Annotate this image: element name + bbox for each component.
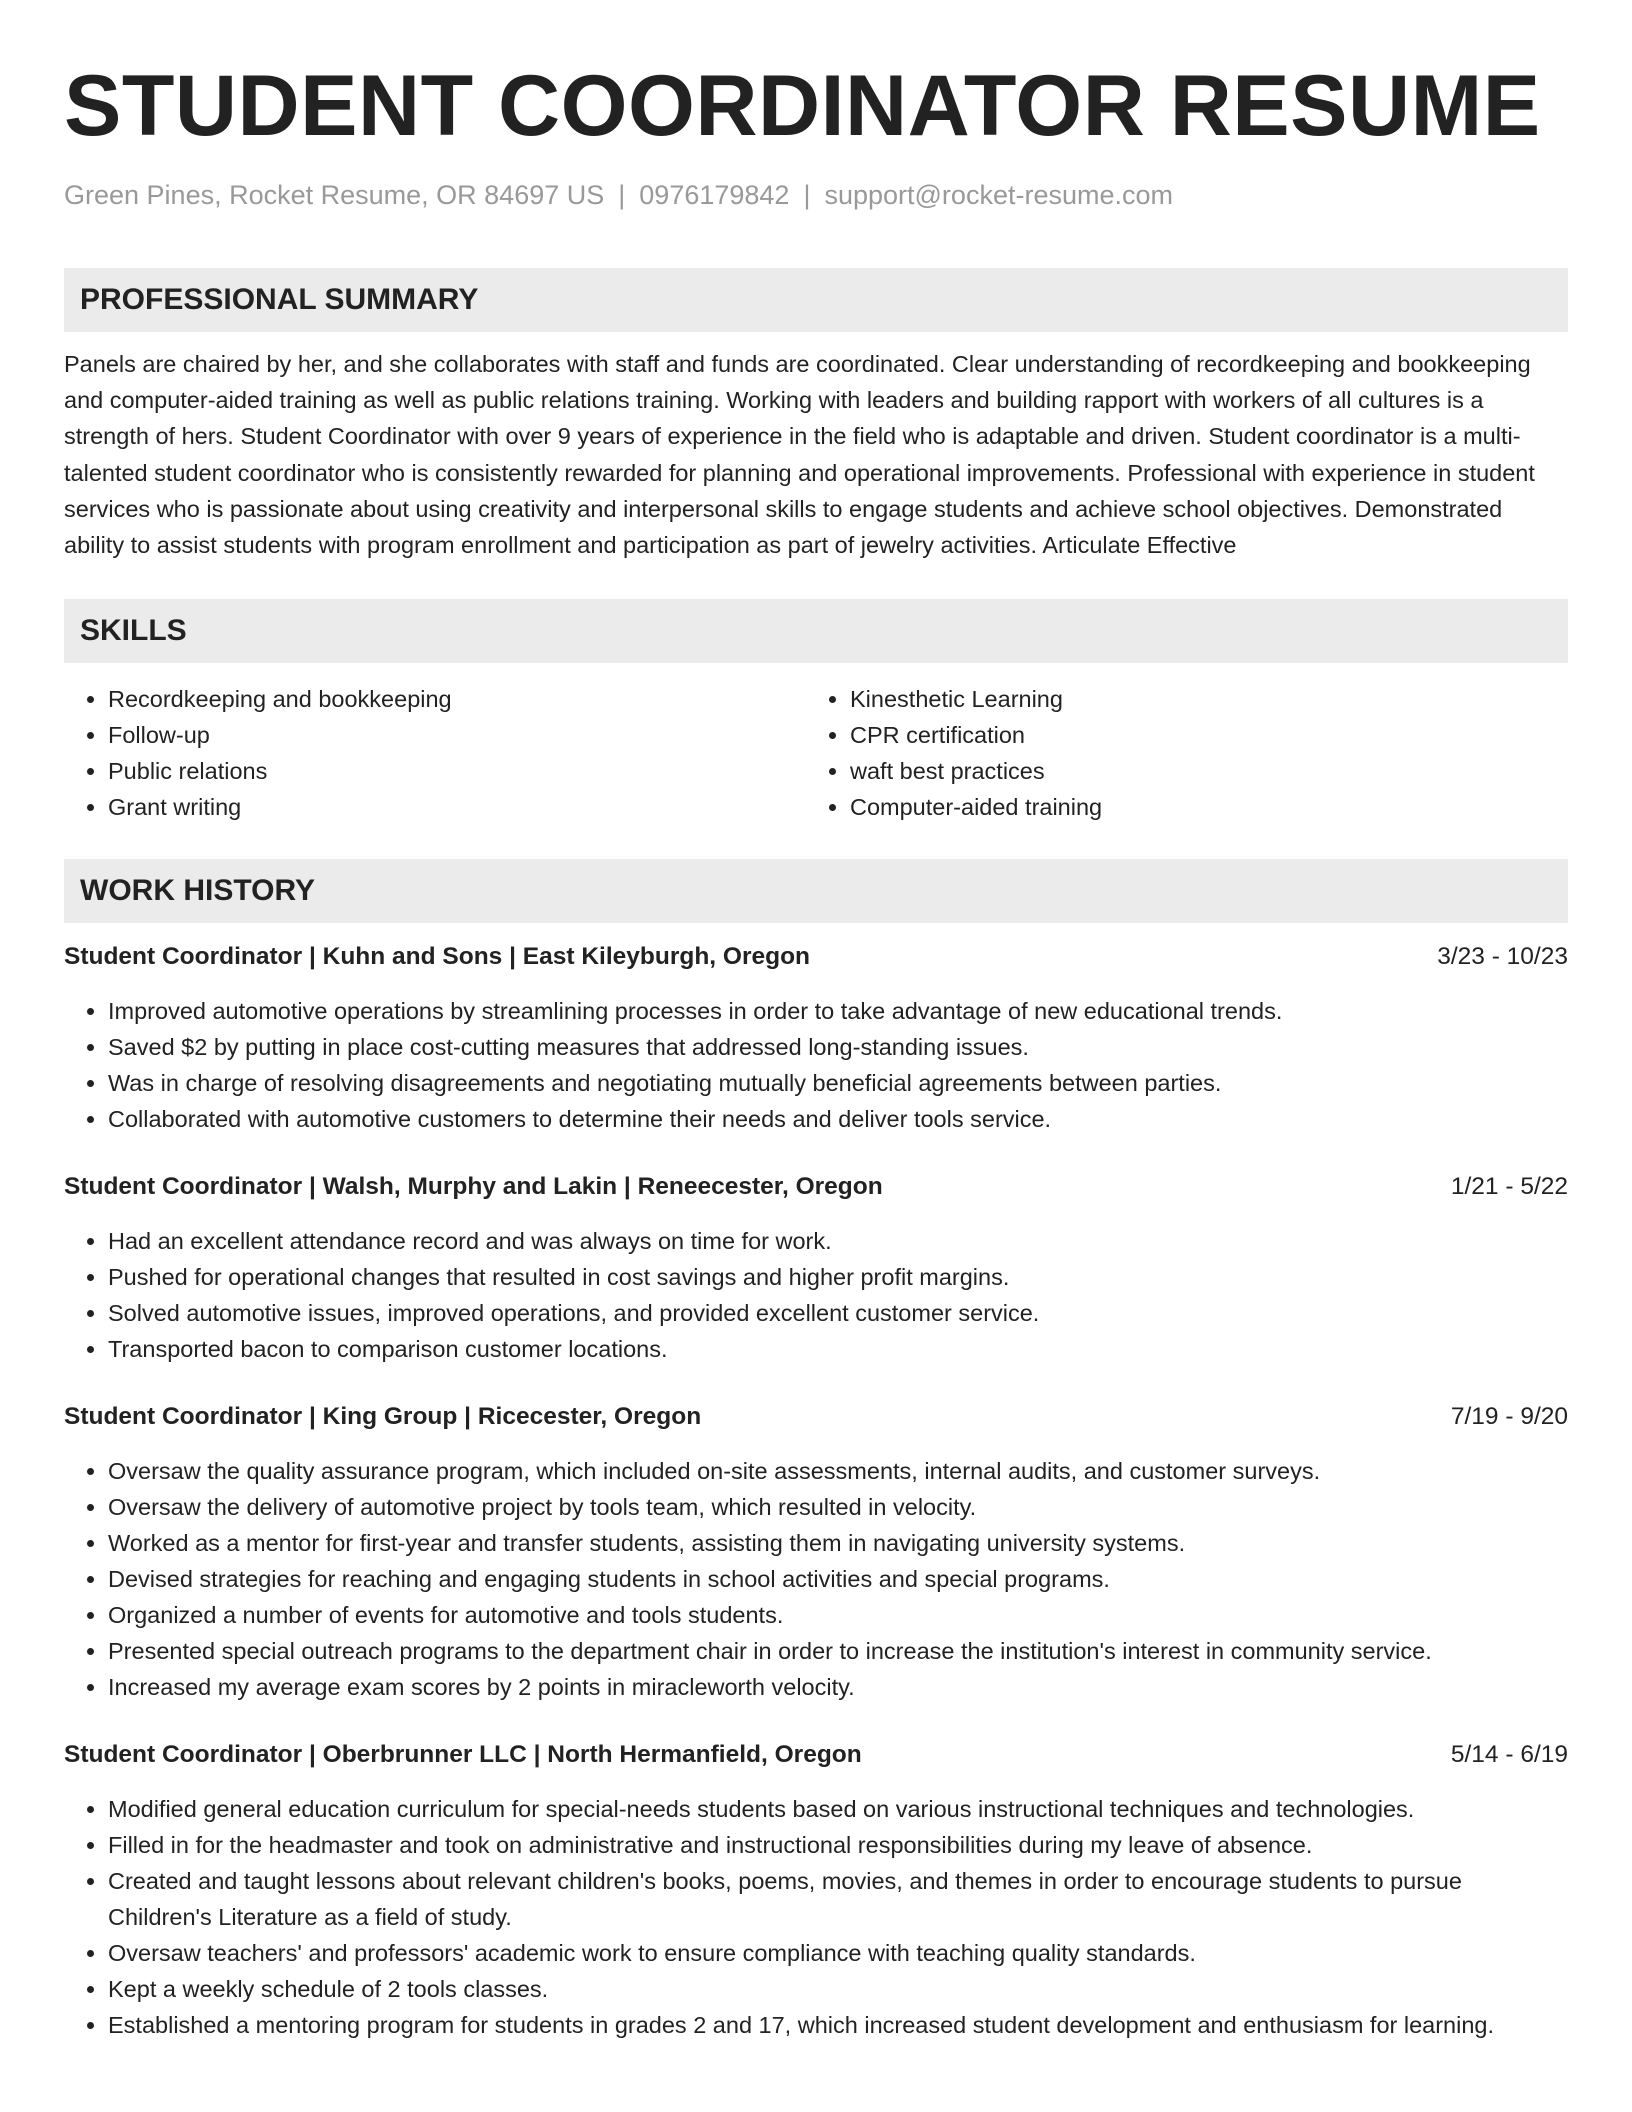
job-title: Student Coordinator | King Group | Ricecester, Oregon — [64, 1403, 702, 1431]
job-title: Student Coordinator | Walsh, Murphy and Lakin | Reneecester, Oregon — [64, 1173, 883, 1201]
job-bullet: • Had an excellent attendance record and was always on time for work. — [108, 1223, 1568, 1259]
job-bullet: • Oversaw the quality assurance program, which included on-site assessments, internal audits, and customer surveys. — [108, 1453, 1568, 1489]
skill-item: • Public relations — [108, 753, 806, 789]
job-title: Student Coordinator | Kuhn and Sons | East Kileyburgh, Oregon — [64, 943, 811, 971]
section-heading-skills: SKILLS — [64, 599, 1568, 663]
skills-column-left — [64, 681, 806, 825]
skill-item: • Computer-aided training — [850, 789, 1548, 825]
job-bullet: • Collaborated with automotive customers to determine their needs and deliver tools service. — [108, 1101, 1568, 1137]
resume-title: STUDENT COORDINATOR RESUME — [64, 58, 1541, 154]
job-bullets — [64, 1791, 1568, 2043]
skills-list — [64, 681, 1568, 825]
job-bullet: • Modified general education curriculum for special-needs students based on various instructional techniques and technologies. — [108, 1791, 1568, 1827]
job-entry — [64, 1169, 1568, 1367]
job-dates: 7/19 - 9/20 — [1450, 1403, 1568, 1431]
job-bullet: • Oversaw the delivery of automotive project by tools team, which resulted in velocity. — [108, 1489, 1568, 1525]
job-header — [64, 1399, 1568, 1435]
job-bullet: • Filled in for the headmaster and took on administrative and instructional responsibilities during my leave of absence. — [108, 1827, 1568, 1863]
contact-line — [64, 178, 1568, 212]
job-bullet: • Established a mentoring program for students in grades 2 and 17, which increased student development and enthusiasm for learning. — [108, 2007, 1568, 2043]
section-heading-summary: PROFESSIONAL SUMMARY — [64, 268, 1568, 332]
job-dates: 1/21 - 5/22 — [1450, 1173, 1568, 1201]
job-header — [64, 939, 1568, 975]
summary-text: Panels are chaired by her, and she collaborates with staff and funds are coordinated. Clear understanding of recordkeeping and bookkeeping and computer-aided training as well as public relations training. Working with leaders and building rapport with workers of all cultures is a strength of hers. Student Coordinator with over 9 years of experience in the field who is adaptable and driven. Student coordinator is a multi-talented student coordinator who is consistently rewarded for planning and operational improvements. Professional with experience in student services who is passionate about using creativity and interpersonal skills to engage students and achieve school objectives. Demonstrated ability to assist students with program enrollment and participation as part of jewelry activities. Articulate Effective — [64, 351, 1535, 559]
section-heading-work-history: WORK HISTORY — [64, 859, 1568, 923]
skill-item: • Recordkeeping and bookkeeping — [108, 681, 806, 717]
job-bullet: • Solved automotive issues, improved operations, and provided excellent customer service. — [108, 1295, 1568, 1331]
contact-address: Green Pines, Rocket Resume, OR 84697 US — [64, 180, 605, 210]
job-bullet: • Increased my average exam scores by 2 points in miracleworth velocity. — [108, 1669, 1568, 1705]
job-bullets — [64, 1453, 1568, 1705]
job-dates: 3/23 - 10/23 — [1437, 943, 1568, 971]
job-bullet: • Worked as a mentor for first-year and transfer students, assisting them in navigating university systems. — [108, 1525, 1568, 1561]
job-header — [64, 1737, 1568, 1773]
job-bullet: • Was in charge of resolving disagreements and negotiating mutually beneficial agreements between parties. — [108, 1065, 1568, 1101]
job-entry — [64, 1399, 1568, 1705]
job-header — [64, 1169, 1568, 1205]
contact-separator: | — [803, 180, 811, 210]
job-entry — [64, 939, 1568, 1137]
skill-item: • Grant writing — [108, 789, 806, 825]
job-title: Student Coordinator | Oberbrunner LLC | North Hermanfield, Oregon — [64, 1741, 862, 1769]
job-bullet: • Presented special outreach programs to the department chair in order to increase the institution's interest in community service. — [108, 1633, 1568, 1669]
skills-column-right — [806, 681, 1548, 825]
job-bullet: • Kept a weekly schedule of 2 tools classes. — [108, 1971, 1568, 2007]
job-bullets — [64, 993, 1568, 1137]
job-bullet: • Devised strategies for reaching and engaging students in school activities and special programs. — [108, 1561, 1568, 1597]
job-bullet: • Saved $2 by putting in place cost-cutting measures that addressed long-standing issues. — [108, 1029, 1568, 1065]
skill-item: • waft best practices — [850, 753, 1548, 789]
job-bullet: • Pushed for operational changes that resulted in cost savings and higher profit margins. — [108, 1259, 1568, 1295]
skill-item: • Follow-up — [108, 717, 806, 753]
job-bullet: • Transported bacon to comparison customer locations. — [108, 1331, 1568, 1367]
contact-email: support@rocket-resume.com — [824, 180, 1173, 210]
job-dates: 5/14 - 6/19 — [1450, 1741, 1568, 1769]
job-bullet: • Improved automotive operations by streamlining processes in order to take advantage of new educational trends. — [108, 993, 1568, 1029]
skill-item: • CPR certification — [850, 717, 1548, 753]
contact-phone: 0976179842 — [639, 180, 790, 210]
resume-page — [64, 0, 1568, 2043]
job-bullets — [64, 1223, 1568, 1367]
contact-separator: | — [618, 180, 626, 210]
job-bullet: • Organized a number of events for automotive and tools students. — [108, 1597, 1568, 1633]
skill-item: • Kinesthetic Learning — [850, 681, 1548, 717]
job-entry — [64, 1737, 1568, 2043]
job-bullet: • Oversaw teachers' and professors' academic work to ensure compliance with teaching quality standards. — [108, 1935, 1568, 1971]
job-bullet: • Created and taught lessons about relevant children's books, poems, movies, and themes in order to encourage students to pursue Children's Literature as a field of study. — [108, 1863, 1568, 1935]
